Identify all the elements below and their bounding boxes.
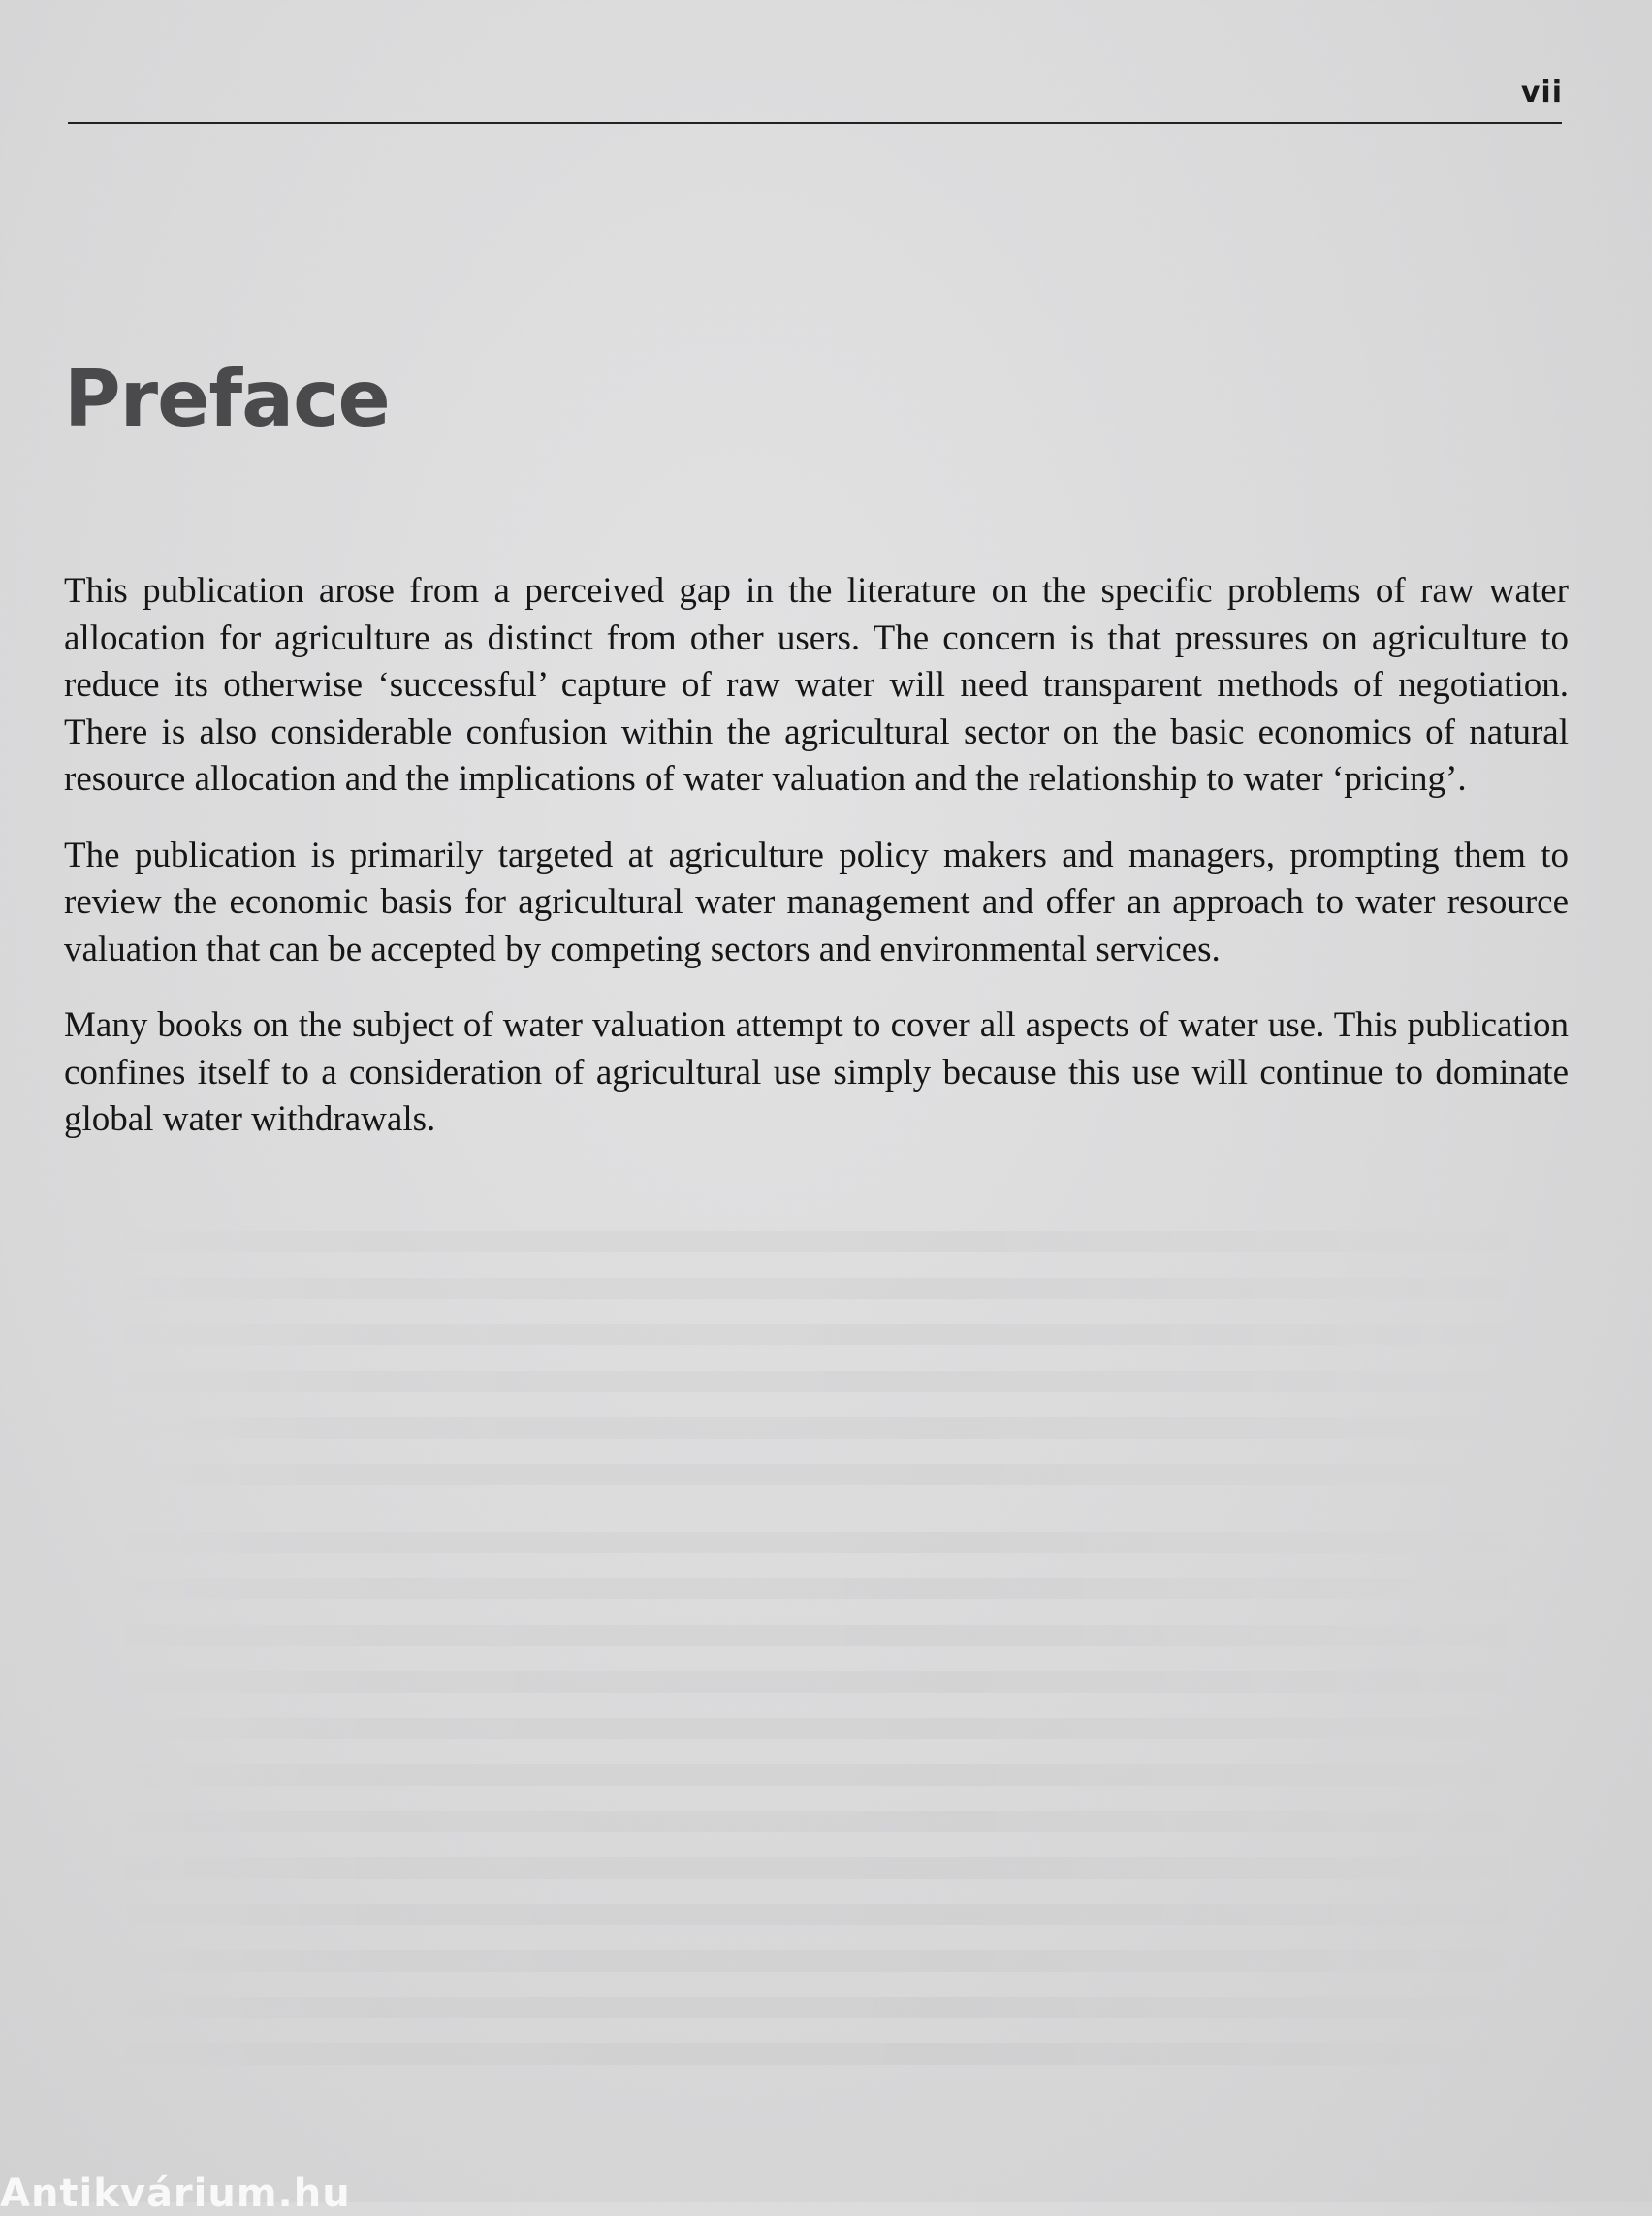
watermark: Antikvárium.hu bbox=[0, 2171, 351, 2216]
paragraph: Many books on the subject of water valuation attempt to cover all aspects of water use. This publication confines itself to a consideration of agricultural use simply because this use will continue to dominate global water withdrawals. bbox=[64, 1005, 1569, 1139]
page-number: vii bbox=[1520, 76, 1563, 110]
preface-body bbox=[64, 568, 1569, 1173]
header-rule bbox=[68, 122, 1562, 124]
paragraph: This publication arose from a perceived gap in the literature on the specific problems of raw water allocation for agriculture as distinct from other users. The concern is that pressures on agriculture to reduce its otherwise ‘successful’ capture of raw water will need transparent methods of negotiation. There is also considerable confusion within the agricultural sector on the basic economics of natural resource allocation and the implications of water valuation and the relationship to water ‘pricing’. bbox=[64, 571, 1569, 799]
page-title: Preface bbox=[64, 354, 390, 444]
paragraph: The publication is primarily targeted at agriculture policy makers and managers, prompting them to review the economic basis for agricultural water management and offer an approach to water resource valuation that can be accepted by competing sectors and environmental services. bbox=[64, 835, 1569, 969]
